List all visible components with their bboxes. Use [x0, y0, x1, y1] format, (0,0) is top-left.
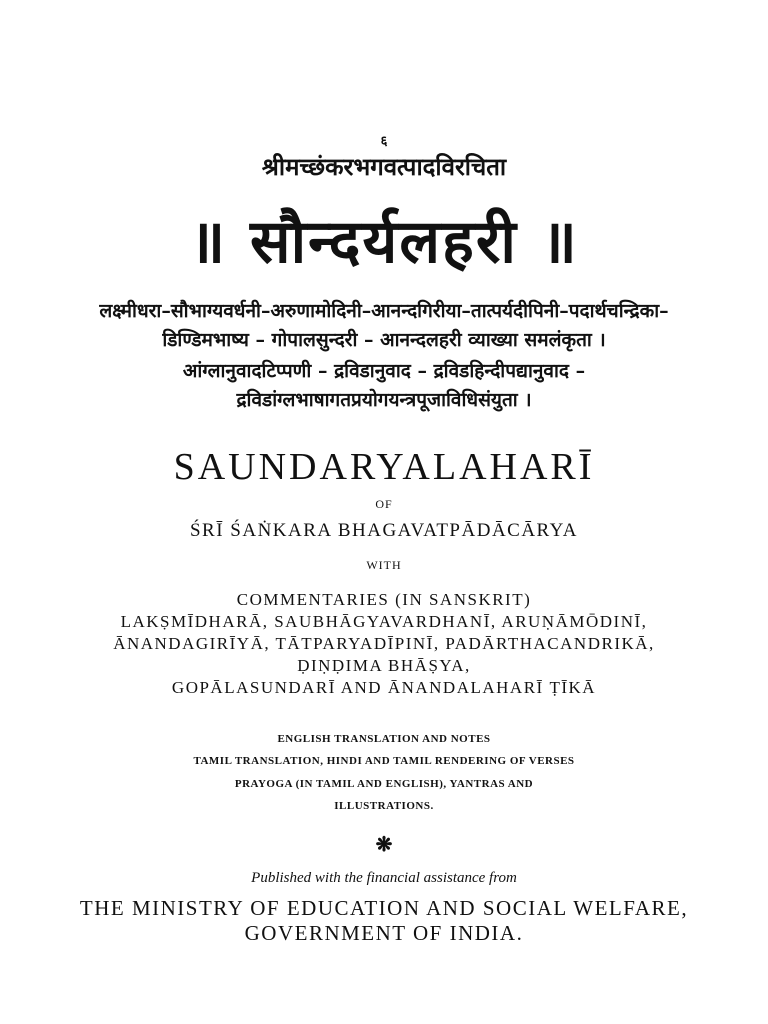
- ministry-name: THE MINISTRY OF EDUCATION AND SOCIAL WELFARE,: [79, 896, 689, 920]
- sanskrit-invocation: श्रीमच्छंकरभगवत्पादविरचिता: [261, 152, 507, 181]
- commentaries-list-line: LAKṢMĪDHARĀ, SAUBHĀGYAVARDHANĪ, ARUṆĀMŌDINĪ,: [120, 612, 648, 631]
- notes-line: PRAYOGA (IN TAMIL AND ENGLISH), YANTRAS AND: [234, 778, 534, 790]
- with-label: WITH: [366, 558, 402, 572]
- notes-line: ENGLISH TRANSLATION AND NOTES: [277, 733, 491, 745]
- ornament-icon: ❋: [375, 832, 393, 856]
- sanskrit-commentaries-line: डिण्डिमभाष्य – गोपालसुन्दरी – आनन्दलहरी व्याख्या समलंकृता ।: [162, 329, 606, 351]
- sanskrit-commentaries-line: आंग्लानुवादटिप्पणी – द्रविडानुवाद – द्रविडहिन्दीपद्यानुवाद –: [182, 360, 586, 382]
- page-mark: ६: [380, 134, 388, 149]
- notes-line: TAMIL TRANSLATION, HINDI AND TAMIL RENDERING OF VERSES: [193, 755, 575, 767]
- of-label: OF: [375, 497, 393, 511]
- sanskrit-commentaries-line: द्रविडांग्लभाषागतप्रयोगयन्त्रपूजाविधिसंयुता ।: [236, 389, 532, 411]
- commentaries-heading: COMMENTARIES (IN SANSKRIT): [236, 590, 532, 609]
- author-name: ŚRĪ ŚAṄKARA BHAGAVATPĀDĀCĀRYA: [189, 520, 579, 541]
- sanskrit-commentaries-line: लक्ष्मीधरा–सौभाग्यवर्धनी–अरुणामोदिनी–आनन्दगिरीया–तात्पर्यदीपिनी–पदार्थचन्द्रिका–: [99, 300, 669, 322]
- commentaries-list-line: GOPĀLASUNDARĪ AND ĀNANDALAHARĪ ṬĪKĀ: [171, 678, 597, 697]
- english-title: SAUNDARYALAHARĪ: [173, 446, 595, 488]
- sanskrit-title: ॥ सौन्दर्यलहरी ॥: [189, 207, 579, 277]
- publisher-note: Published with the financial assistance from: [251, 870, 517, 886]
- notes-line: ILLUSTRATIONS.: [334, 800, 434, 812]
- commentaries-list-line: ḌIṆḌIMA BHĀṢYA,: [297, 656, 471, 675]
- government-name: GOVERNMENT OF INDIA.: [244, 921, 524, 945]
- commentaries-list-line: ĀNANDAGIRĪYĀ, TĀTPARYADĪPINĪ, PADĀRTHACANDRIKĀ,: [113, 634, 655, 653]
